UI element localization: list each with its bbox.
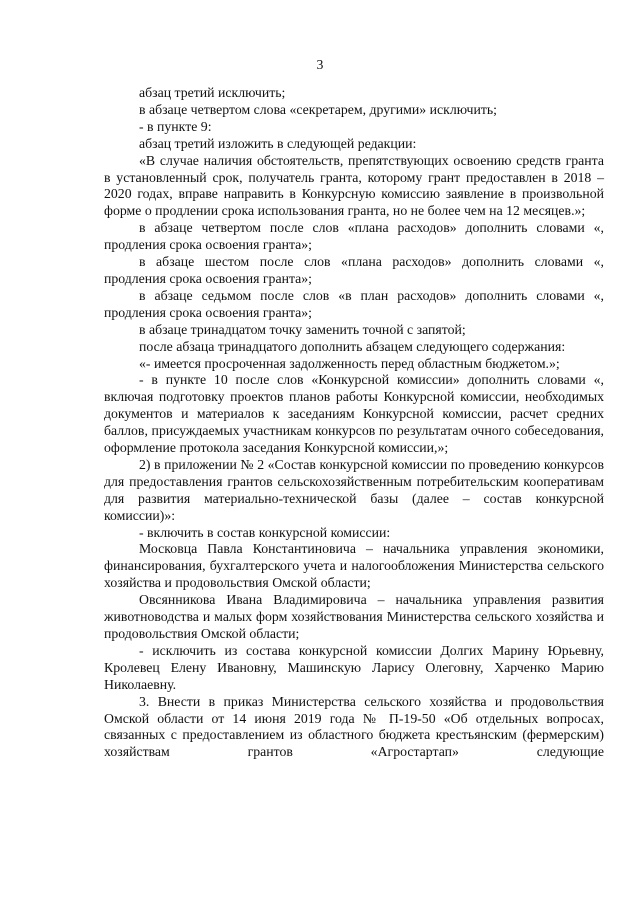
paragraph: 2) в приложении № 2 «Состав конкурсной комиссии по проведению конкурсов для предоставления грантов сельскохозяйственным потребительским кооперативам для развития материально-технической базы (далее – состав конкурсной комиссии)»:: [104, 456, 604, 523]
paragraph: Овсянникова Ивана Владимировича – начальника управления развития животноводства и малых форм хозяйствования Министерства сельского хозяйства и продовольствия Омской области;: [104, 592, 604, 641]
paragraph: после абзаца тринадцатого дополнить абзацем следующего содержания:: [139, 338, 566, 354]
paragraph: в абзаце четвертом слова «секретарем, другими» исключить;: [139, 101, 497, 117]
paragraph: - включить в состав конкурсной комиссии:: [139, 524, 391, 540]
paragraph: в абзаце шестом после слов «плана расходов» дополнить словами «, продления срока освоения гранта»;: [104, 254, 604, 286]
paragraph: абзац третий исключить;: [139, 85, 286, 100]
paragraph: «В случае наличия обстоятельств, препятствующих освоению средств гранта в установленный срок, получатель гранта, которому грант предоставлен в 2018 – 2020 годах, вправе направить в Конкурсную комиссию заявление в произвольной форме о продлении срока использования гранта, но не более чем на 12 месяцев.»;: [104, 152, 604, 219]
document-body: [104, 85, 604, 761]
paragraph: в абзаце тринадцатом точку заменить точной с запятой;: [139, 321, 466, 337]
paragraph: абзац третий изложить в следующей редакции:: [139, 135, 417, 151]
paragraph: «- имеется просроченная задолженность перед областным бюджетом.»;: [139, 355, 560, 371]
paragraph: 3. Внести в приказ Министерства сельского хозяйства и продовольствия Омской области от 14 июня 2019 года № П-19-50 «Об отдельных вопросах, связанных с предоставлением из областного бюджета крестьянским (фермерским) хозяйствам грантов «Агростартап» следующие: [104, 693, 604, 760]
page-number: 3: [316, 57, 324, 72]
paragraph: - в пункте 9:: [139, 118, 212, 134]
paragraph: - в пункте 10 после слов «Конкурсной комиссии» дополнить словами «, включая подготовку проектов планов работы Конкурсной комиссии, необходимых документов и материалов к заседаниям Конкурсной комиссии, расчет средних баллов, присуждаемых участникам конкурсов по результатам очного собеседования, оформление протокола заседания Конкурсной комиссии,»;: [104, 372, 604, 456]
paragraph: - исключить из состава конкурсной комиссии Долгих Марину Юрьевну, Кролевец Елену Ивановну, Машинскую Ларису Олеговну, Харченко Марию Николаевну.: [104, 642, 604, 692]
paragraph: Московца Павла Константиновича – начальника управления экономики, финансирования, бухгалтерского учета и налогообложения Министерства сельского хозяйства и продовольствия Омской области;: [104, 541, 604, 591]
paragraph: в абзаце четвертом после слов «плана расходов» дополнить словами «, продления срока освоения гранта»;: [104, 220, 604, 253]
paragraph: в абзаце седьмом после слов «в план расходов» дополнить словами «, продления срока освоения гранта»;: [104, 287, 604, 320]
